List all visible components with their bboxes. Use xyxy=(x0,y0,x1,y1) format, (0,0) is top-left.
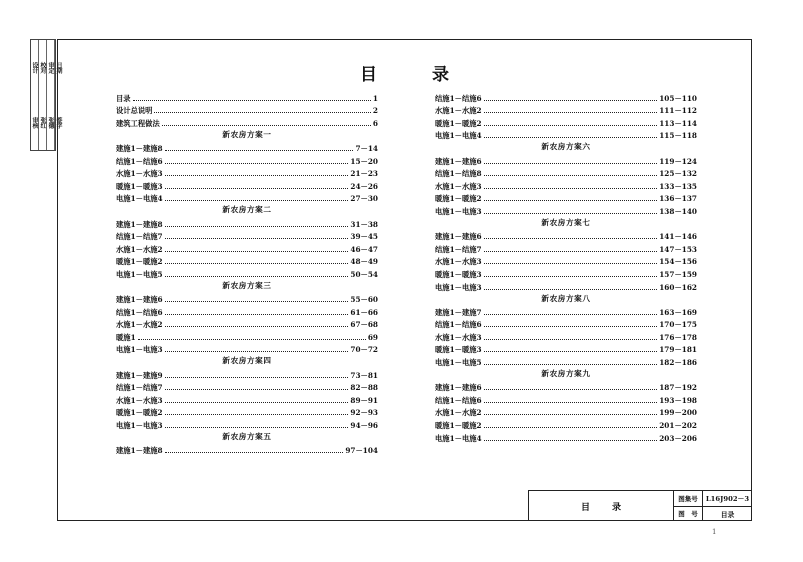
toc-row xyxy=(435,115,697,128)
toc-row xyxy=(116,229,378,242)
toc-row xyxy=(435,153,697,166)
toc-row xyxy=(435,392,697,405)
toc-row-label: 建施1－建施9 xyxy=(116,370,163,380)
toc-row-label: 水施1－水施2 xyxy=(435,408,482,418)
toc-row-pages: 39－45 xyxy=(350,232,378,242)
dot-leader xyxy=(165,175,349,176)
atlas-number-value: L16J902－3 xyxy=(705,495,750,504)
toc-row-pages: 21－23 xyxy=(350,169,378,179)
toc-row-pages: 92－93 xyxy=(350,408,378,418)
sheet-number-label: 图 号 xyxy=(674,507,703,522)
toc-row-label: 暖施1－暖施2 xyxy=(116,257,163,267)
dot-leader xyxy=(484,440,658,441)
toc-row-label: 目录 xyxy=(116,93,131,103)
toc-row-label: 结施1－结施6 xyxy=(435,320,482,330)
toc-row-pages: 176－178 xyxy=(659,332,697,342)
dot-leader xyxy=(138,339,366,340)
toc-row-pages: 179－181 xyxy=(659,345,697,355)
toc-row-pages: 203－206 xyxy=(659,433,697,443)
dot-leader xyxy=(484,364,658,365)
dot-leader xyxy=(484,314,658,315)
dot-leader xyxy=(484,163,658,164)
dot-leader xyxy=(484,213,658,214)
sheet-number-value: 目录 xyxy=(720,510,735,519)
toc-row-pages: 6 xyxy=(372,118,378,128)
toc-row xyxy=(116,329,378,342)
dot-leader xyxy=(165,314,349,315)
dot-leader xyxy=(484,263,658,264)
toc-row-label: 结施1－结施7 xyxy=(116,383,163,393)
binding-text: 审核 xyxy=(31,116,38,129)
toc-row-pages: 73－81 xyxy=(350,370,378,380)
toc-row-label: 电施1－电施4 xyxy=(435,131,482,141)
toc-row xyxy=(435,405,697,418)
dot-leader xyxy=(165,389,349,390)
page-title-char: 录 xyxy=(432,65,450,85)
toc-row xyxy=(116,292,378,305)
toc-row xyxy=(116,103,378,116)
toc-row-label: 结施1－结施7 xyxy=(116,232,163,242)
toc-row-pages: 160－162 xyxy=(659,282,697,292)
toc-row-pages: 170－175 xyxy=(659,320,697,330)
toc-row-pages: 69 xyxy=(367,332,378,342)
toc-row-label: 水施1－水施2 xyxy=(116,244,163,254)
toc-row-pages: 201－202 xyxy=(659,421,697,431)
binding-text: 张红 xyxy=(39,116,46,129)
toc-row-label: 暖施1－暖施2 xyxy=(435,118,482,128)
toc-row xyxy=(116,191,378,204)
toc-row xyxy=(435,304,697,317)
toc-row-label: 建施1－建施6 xyxy=(435,232,482,242)
toc-row-pages: 147－153 xyxy=(659,244,697,254)
section-heading: 新农房方案五 xyxy=(222,432,272,442)
section-heading: 新农房方案九 xyxy=(541,369,591,379)
toc-row xyxy=(435,317,697,330)
title-block xyxy=(528,490,752,521)
atlas-number-row xyxy=(674,491,752,507)
toc-row-pages: 24－26 xyxy=(350,181,378,191)
toc-row-pages: 199－200 xyxy=(659,408,697,418)
toc-row-pages: 67－68 xyxy=(350,320,378,330)
toc-row xyxy=(116,140,378,153)
toc-row-label: 结施1－结施6 xyxy=(116,156,163,166)
dot-leader xyxy=(484,402,658,403)
dot-leader xyxy=(165,200,349,201)
toc-row xyxy=(116,153,378,166)
toc-row-label: 水施1－水施3 xyxy=(116,169,163,179)
toc-row xyxy=(435,417,697,430)
toc-row-pages: 105－110 xyxy=(659,93,697,103)
section-heading: 新农房方案四 xyxy=(222,356,272,366)
section-heading: 新农房方案八 xyxy=(541,293,591,303)
dot-leader xyxy=(484,389,658,390)
toc-row-pages: 141－146 xyxy=(659,232,697,242)
toc-row xyxy=(116,342,378,355)
toc-row-label: 水施1－水施2 xyxy=(435,106,482,116)
toc-row-label: 建施1－建施8 xyxy=(116,143,163,153)
dot-leader xyxy=(154,112,370,113)
toc-row-pages: 193－198 xyxy=(659,395,697,405)
toc-row-label: 暖施1－暖施3 xyxy=(116,181,163,191)
binding-col xyxy=(31,40,39,150)
dot-leader xyxy=(484,414,658,415)
toc-row-pages: 61－66 xyxy=(350,307,378,317)
toc-row-pages: 133－135 xyxy=(659,181,697,191)
toc-row xyxy=(116,90,378,103)
toc-row-label: 建施1－建施8 xyxy=(116,219,163,229)
binding-text: 审定 xyxy=(47,61,54,74)
toc-row-label: 结施1－结施6 xyxy=(435,395,482,405)
toc-row xyxy=(116,380,378,393)
section-heading: 新农房方案一 xyxy=(222,129,272,139)
toc-row-label: 暖施1－暖施2 xyxy=(435,421,482,431)
dot-leader xyxy=(133,100,371,101)
toc-row-label: 结施1－结施6 xyxy=(116,307,163,317)
toc-row-pages: 2 xyxy=(372,106,378,116)
toc-row-label: 水施1－水施3 xyxy=(116,395,163,405)
toc-row-pages: 15－20 xyxy=(350,156,378,166)
dot-leader xyxy=(165,402,349,403)
toc-row-pages: 97－104 xyxy=(345,446,378,456)
dot-leader xyxy=(484,112,658,113)
toc-row xyxy=(116,417,378,430)
toc-row xyxy=(435,342,697,355)
dot-leader xyxy=(484,188,658,189)
dot-leader xyxy=(484,125,658,126)
binding-text: 日期 xyxy=(55,61,62,74)
toc-row xyxy=(116,304,378,317)
toc-row-pages: 182－186 xyxy=(659,358,697,368)
toc-row xyxy=(116,317,378,330)
dot-leader xyxy=(165,163,349,164)
toc-row xyxy=(116,241,378,254)
toc-row-label: 建施1－建施6 xyxy=(435,156,482,166)
dot-leader xyxy=(484,276,658,277)
toc-row xyxy=(435,354,697,367)
toc-row-label: 电施1－电施4 xyxy=(116,194,163,204)
toc-row-pages: 113－114 xyxy=(659,118,697,128)
dot-leader xyxy=(484,427,658,428)
toc-row-pages: 27－30 xyxy=(350,194,378,204)
dot-leader xyxy=(484,251,658,252)
toc-row-label: 建施1－建施7 xyxy=(435,307,482,317)
title-block-grid xyxy=(674,491,752,521)
toc-row-label: 结施1－结施8 xyxy=(435,169,482,179)
dot-leader xyxy=(165,276,349,277)
toc-row xyxy=(435,229,697,242)
toc-row xyxy=(116,266,378,279)
toc-row-pages: 136－137 xyxy=(659,194,697,204)
toc-row-label: 建施1－建施6 xyxy=(435,383,482,393)
toc-row-pages: 70－72 xyxy=(350,345,378,355)
toc-row-label: 电施1－电施5 xyxy=(435,358,482,368)
dot-leader xyxy=(165,238,349,239)
dot-leader xyxy=(165,188,349,189)
toc-row-pages: 111－112 xyxy=(659,106,697,116)
toc-row-label: 暖施1－暖施3 xyxy=(435,269,482,279)
binding-text: 校对 xyxy=(39,61,46,74)
toc-row-label: 水施1－水施3 xyxy=(435,257,482,267)
dot-leader xyxy=(165,226,349,227)
toc-row xyxy=(435,254,697,267)
page-title-char: 目 xyxy=(360,65,378,85)
toc-row xyxy=(435,166,697,179)
toc-row-label: 暖施1－暖施3 xyxy=(435,345,482,355)
toc-row xyxy=(116,367,378,380)
dot-leader xyxy=(165,263,349,264)
toc-row-pages: 55－60 xyxy=(350,295,378,305)
toc-row xyxy=(435,241,697,254)
binding-signature-strip xyxy=(30,39,62,151)
toc-row xyxy=(435,279,697,292)
binding-text: 张德 xyxy=(47,116,54,129)
toc-row-label: 暖施1－暖施2 xyxy=(435,194,482,204)
toc-row-pages: 94－96 xyxy=(350,421,378,431)
toc-row-pages: 154－156 xyxy=(659,257,697,267)
toc-row xyxy=(435,329,697,342)
toc-row-label: 电施1－电施3 xyxy=(116,421,163,431)
dot-leader xyxy=(484,289,658,290)
toc-row-label: 水施1－水施2 xyxy=(116,320,163,330)
toc-row-label: 水施1－水施3 xyxy=(435,332,482,342)
toc-row-label: 建筑工程做法 xyxy=(116,118,160,128)
toc-row xyxy=(435,203,697,216)
contents-left-column xyxy=(116,90,378,455)
toc-row-pages: 48－49 xyxy=(350,257,378,267)
dot-leader xyxy=(484,339,658,340)
dot-leader xyxy=(162,125,371,126)
dot-leader xyxy=(165,150,354,151)
toc-row xyxy=(116,254,378,267)
toc-row xyxy=(435,191,697,204)
section-heading: 新农房方案六 xyxy=(541,142,591,152)
toc-row xyxy=(435,103,697,116)
toc-row xyxy=(435,430,697,443)
dot-leader xyxy=(165,377,349,378)
toc-row-pages: 187－192 xyxy=(659,383,697,393)
toc-row-label: 结施1－结施7 xyxy=(435,244,482,254)
toc-row-label: 电施1－电施3 xyxy=(435,282,482,292)
toc-row-pages: 7－14 xyxy=(355,143,378,153)
toc-row-pages: 50－54 xyxy=(350,269,378,279)
binding-text: 设计 xyxy=(31,61,38,74)
toc-row xyxy=(116,405,378,418)
binding-col xyxy=(39,40,47,150)
title-block-title-char: 录 xyxy=(612,502,622,513)
toc-row-pages: 82－88 xyxy=(350,383,378,393)
toc-row-label: 电施1－电施3 xyxy=(435,206,482,216)
toc-row-label: 设计总说明 xyxy=(116,106,153,116)
dot-leader xyxy=(165,326,349,327)
toc-row-label: 建施1－建施6 xyxy=(116,295,163,305)
atlas-number-label: 图集号 xyxy=(674,491,703,506)
dot-leader xyxy=(165,414,349,415)
section-heading: 新农房方案七 xyxy=(541,217,591,227)
toc-row-label: 电施1－电施5 xyxy=(116,269,163,279)
title-block-title xyxy=(529,491,674,521)
section-heading: 新农房方案三 xyxy=(222,280,272,290)
dot-leader xyxy=(484,200,658,201)
sheet-number-row xyxy=(674,507,752,522)
dot-leader xyxy=(484,100,658,101)
dot-leader xyxy=(484,238,658,239)
contents-right-column xyxy=(435,90,697,443)
toc-row xyxy=(435,90,697,103)
toc-row-pages: 138－140 xyxy=(659,206,697,216)
dot-leader xyxy=(165,427,349,428)
toc-row-label: 电施1－电施3 xyxy=(116,345,163,355)
toc-row-pages: 119－124 xyxy=(659,156,697,166)
dot-leader xyxy=(484,175,658,176)
dot-leader xyxy=(165,351,349,352)
toc-row-pages: 157－159 xyxy=(659,269,697,279)
binding-text: 签字 xyxy=(55,116,62,129)
dot-leader xyxy=(484,137,658,138)
dot-leader xyxy=(165,452,344,453)
dot-leader xyxy=(484,326,658,327)
toc-row-label: 暖施1－暖施2 xyxy=(116,408,163,418)
toc-row-label: 水施1－水施3 xyxy=(435,181,482,191)
section-heading: 新农房方案二 xyxy=(222,205,272,215)
toc-row xyxy=(116,166,378,179)
title-block-title-char: 目 xyxy=(580,502,590,513)
page-title xyxy=(360,60,450,85)
toc-row xyxy=(116,443,378,456)
toc-row-label: 建施1－建施8 xyxy=(116,446,163,456)
dot-leader xyxy=(484,351,658,352)
toc-row xyxy=(116,216,378,229)
toc-row-pages: 46－47 xyxy=(350,244,378,254)
dot-leader xyxy=(165,251,349,252)
toc-row-pages: 115－118 xyxy=(659,131,697,141)
toc-row-pages: 89－91 xyxy=(350,395,378,405)
toc-row-label: 结施1－结施6 xyxy=(435,93,482,103)
dot-leader xyxy=(165,301,349,302)
toc-row-label: 电施1－电施4 xyxy=(435,433,482,443)
toc-row-label: 暖施1 xyxy=(116,332,136,342)
toc-row-pages: 31－38 xyxy=(350,219,378,229)
binding-col xyxy=(47,40,55,150)
toc-row xyxy=(116,392,378,405)
page-number: 1 xyxy=(712,528,717,536)
toc-row xyxy=(116,115,378,128)
toc-row xyxy=(435,380,697,393)
toc-row xyxy=(435,128,697,141)
toc-row xyxy=(435,178,697,191)
toc-row-pages: 163－169 xyxy=(659,307,697,317)
toc-row xyxy=(435,266,697,279)
toc-row-pages: 125－132 xyxy=(659,169,697,179)
toc-row-pages: 1 xyxy=(372,93,378,103)
toc-row xyxy=(116,178,378,191)
